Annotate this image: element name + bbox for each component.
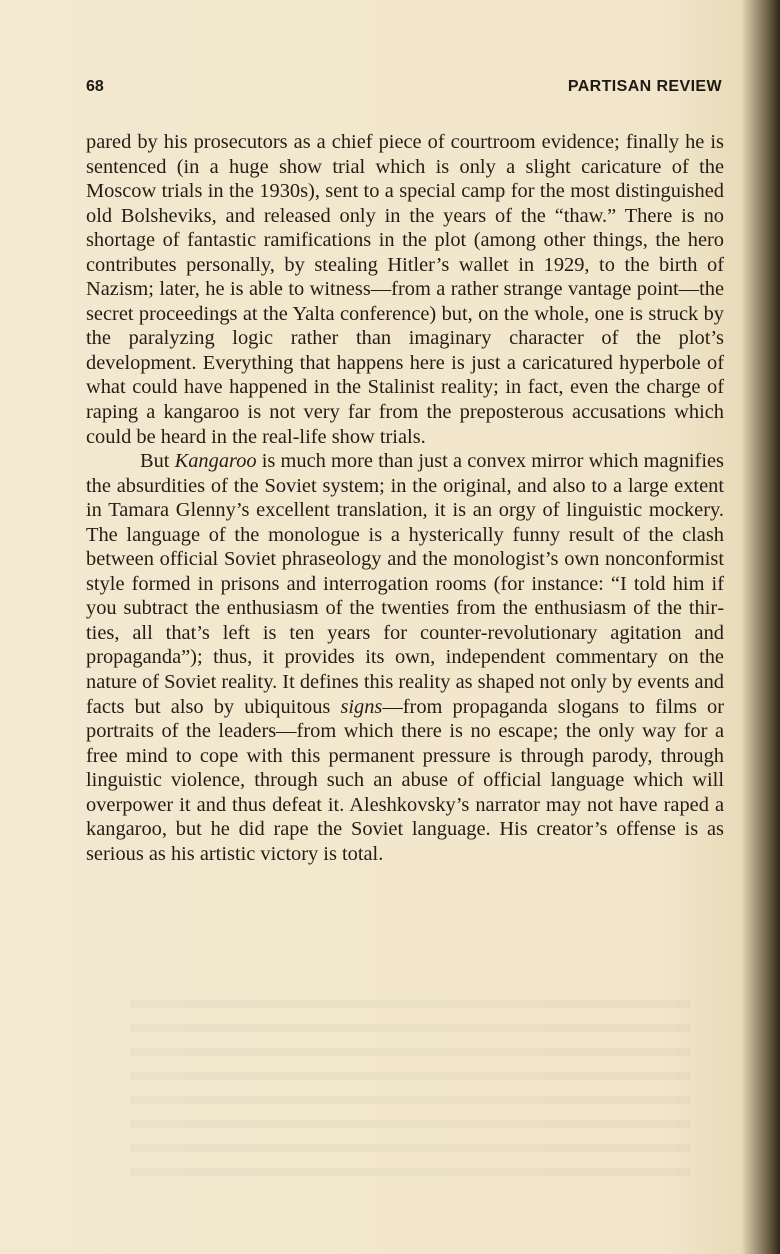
p2-italic-kangaroo: Kangaroo: [174, 450, 257, 473]
running-head: PARTISAN REVIEW: [567, 78, 722, 95]
paragraph-1: pared by his prosecutors as a chief piece of courtroom evidence; finally he is sentenced (in a huge show trial which is only a slight caricature of the Moscow trials in the 1930s), sent to a special camp for the most distinguished old Bolsheviks, and released only in the years of the “thaw.” There is no shortage of fantastic ramifications in the plot (among other things, the hero contributes personally, by stealing Hitler’s wallet in 1929, to the birth of Nazism; later, he is able to witness—from a rather strange vantage point—the secret proceedings at the Yalta conference) but, on the whole, one is struck by the paralyzing logic rather than imaginary character of the plot’s development. Everything that happens here is just a caricatured hyperbole of what could have happened in the Stalinist reality; in fact, even the charge of raping a kangaroo is not very far from the preposterous accusations which could be heard in the real-life show trials.: [86, 131, 724, 448]
p2-text-2: is much more than just a convex mirror which magnifies the absurdities of the Soviet system; in the original, and also to a large extent in Tamara Glenny’s excellent translation, it is an orgy of linguistic mockery. The language of the monologue is a hysterically funny result of the clash between official Soviet phraseology and the monologist’s own nonconformist style formed in prisons and interrogation rooms (for instance: “I told him if you subtract the enthusiasm of the twenties from the enthusiasm of the thirties, all that’s left is ten years for counter-revolutionary agitation and propaganda”); thus, it provides its own, independent commentary on the nature of Soviet reality. It defines this reality as shaped not only by events and facts but also by ubiquitous: [86, 450, 724, 718]
body-text: [86, 130, 724, 866]
page-header: [86, 78, 722, 100]
p2-text-3: —from propaganda slogans to films or portraits of the leaders—from which there is no escape; the only way for a free mind to cope with this permanent pressure is through parody, through linguistic violence, through such an abuse of official language which will overpower it and thus defeat it. Aleshkovsky’s narrator may not have raped a kangaroo, but he did rape the Soviet language. His creator’s offense is as serious as his artistic victory is total.: [86, 695, 724, 865]
page-number: 68: [86, 78, 104, 95]
bleed-through-shadow: [130, 1000, 690, 1180]
p2-italic-signs: signs: [340, 695, 383, 718]
paragraph-2: [86, 449, 724, 866]
p2-text-1: But: [140, 450, 175, 473]
